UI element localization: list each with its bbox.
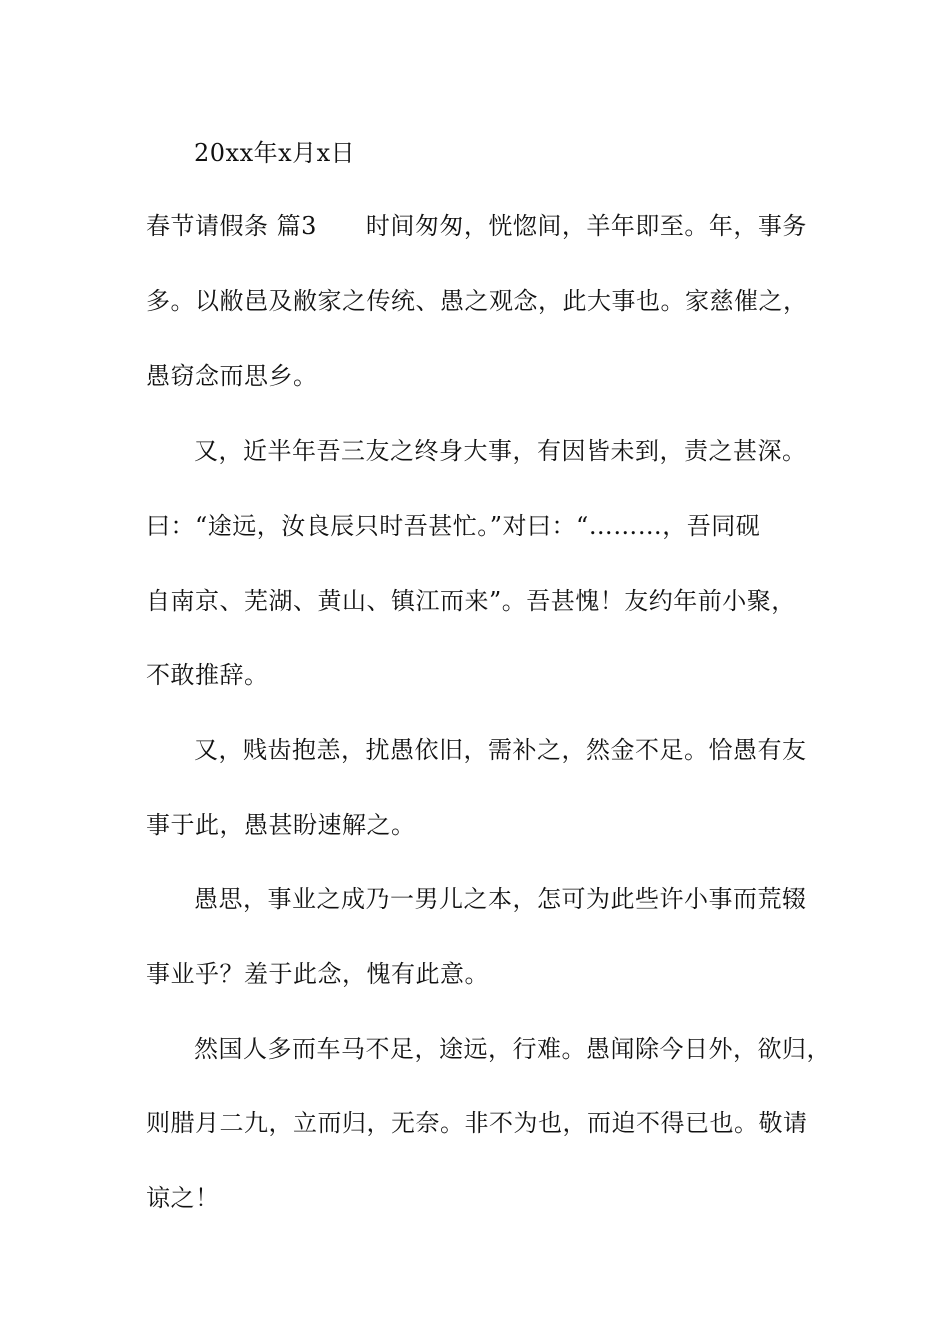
- paragraph-line: 愚窃念而思乡。: [146, 362, 318, 390]
- paragraph-line: 愚思，事业之成乃一男儿之本，怎可为此些许小事而荒辍: [194, 885, 807, 913]
- date-line: 20xx年x月x日: [194, 139, 356, 167]
- paragraph-line: 不敢推辞。: [146, 661, 269, 689]
- paragraph-line: 谅之！: [146, 1184, 220, 1212]
- paragraph-line: 又，近半年吾三友之终身大事，有因皆未到，责之甚深。: [194, 437, 807, 465]
- paragraph-line: 事业乎？羞于此念，愧有此意。: [146, 960, 489, 988]
- paragraph-line: 又，贱齿抱恙，扰愚依旧，需补之，然金不足。恰愚有友: [194, 736, 807, 764]
- paragraph-line: 则腊月二九，立而归，无奈。非不为也，而迫不得已也。敬请: [146, 1109, 808, 1137]
- heading-line: 春节请假条 篇3 时间匆匆，恍惚间，羊年即至。年，事务: [146, 212, 807, 240]
- paragraph-line: 事于此，愚甚盼速解之。: [146, 811, 416, 839]
- paragraph-line: 曰：“途远，汝良辰只时吾甚忙。”对曰：“………，吾同砚: [146, 512, 761, 540]
- paragraph-line: 然国人多而车马不足，途远，行难。愚闻除今日外，欲归，: [194, 1035, 831, 1063]
- paragraph-line: 自南京、芜湖、黄山、镇江而来”。吾甚愧！友约年前小聚，: [146, 587, 796, 615]
- paragraph-line: 多。以敝邑及敝家之传统、愚之观念，此大事也。家慈催之，: [146, 287, 808, 315]
